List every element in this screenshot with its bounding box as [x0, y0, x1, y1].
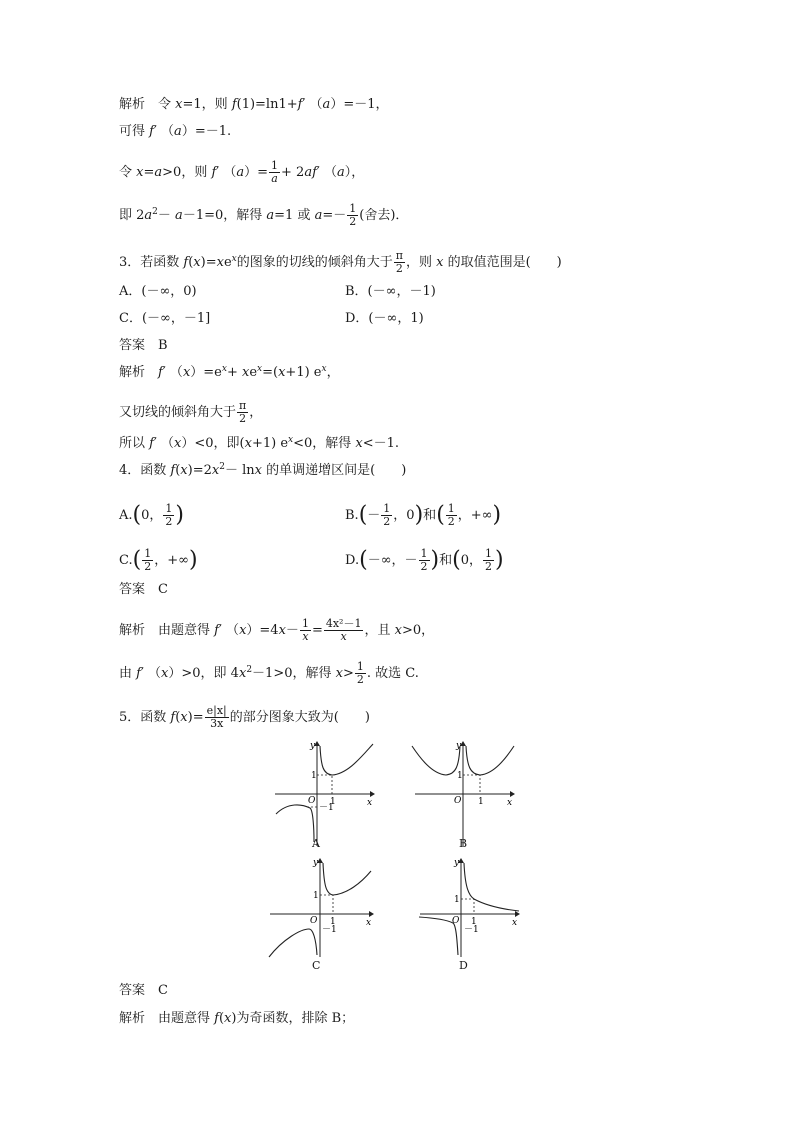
fraction: $\frac{\text{4x²－1}}{x}$: [325, 617, 362, 643]
fraction: $\frac{1}{a}$: [271, 159, 279, 185]
question-5-solution-line-1: 解析 由题意得 f(x)为奇函数，排除 B；: [119, 1011, 355, 1026]
fraction: $\frac{\pi}{2}$: [395, 249, 403, 275]
curve-branch-left: [419, 917, 458, 955]
prev-solution-line-4: 即 $2a^2- a-1=0$，解得 a=1 或 a=－ $\frac{1}{2}$ (舍去)．: [119, 202, 409, 228]
axis-x-label: x: [366, 918, 372, 928]
tick-label-neg1: －1: [322, 925, 337, 935]
origin-label: O: [310, 916, 318, 926]
fraction: $\frac{1}{2}$: [420, 547, 428, 573]
question-3-option-c: C．(－∞，－1]: [119, 311, 211, 326]
question-4-solution-line-2: 由 f′ （x）>0，即 $4x^2-1>0$，解得 x> $\frac{1}{2}$ . 故选 C.: [119, 660, 419, 686]
curve-branch-left: [412, 746, 460, 775]
tick-label-1: 1: [454, 895, 460, 905]
axis-y-label: y: [310, 741, 316, 751]
fraction: $\frac{1}{x}$: [301, 617, 309, 643]
fraction: $\frac{1}{2}$: [165, 502, 173, 528]
question-5-answer: 答案 C: [119, 983, 168, 998]
fraction: $\frac{1}{2}$: [485, 547, 493, 573]
origin-label: O: [308, 796, 316, 806]
question-5-stem: 5．函数 f(x)= $\frac{e|x|}{3x}$ 的部分图象大致为( ): [119, 704, 370, 730]
guide-lines: [320, 895, 333, 914]
axis-x-label: x: [367, 798, 373, 808]
prev-solution-line-3: 令 x=a>0，则 f′ （a）= $\frac{1}{a}$ + 2af′ （a），: [119, 159, 365, 185]
curve-branch-right: [320, 744, 373, 775]
question-4-option-d: D.(－∞，－ $\frac{1}{2}$ )和(0， $\frac{1}{2}$ ): [345, 547, 504, 573]
question-4-solution-line-1: 解析 由题意得 f′ （x）=4x－ $\frac{1}{x}$ = $\frac{\text{4x²－1}}{x}$ ，且 x>0，: [119, 617, 435, 643]
tick-label-1: 1: [330, 797, 336, 807]
question-3-solution-line-3: 所以 f′ （x）<0，即(x+1) $e^x<0$，解得 x<－1.: [119, 435, 400, 451]
axis-x-label: x: [512, 918, 518, 928]
tick-label-neg1: －1: [319, 803, 334, 813]
tick-label-1: 1: [457, 771, 463, 781]
question-3-option-a: A．(－∞，0): [119, 284, 197, 299]
fraction: $\frac{1}{2}$: [383, 502, 391, 528]
tick-label-1: 1: [478, 797, 484, 807]
question-3-answer: 答案 B: [119, 338, 168, 353]
origin-label: O: [452, 916, 460, 926]
question-3-stem: 3．若函数 $f(x)=xe^x$的图象的切线的倾斜角大于 $\frac{\pi}{2}$ ，则 x 的取值范围是( ): [119, 249, 562, 275]
axis-y-label: y: [313, 858, 319, 868]
graph-a-label: A: [312, 837, 320, 850]
question-3-solution-line-1: 解析 f′ $(x)=e^x+ xe^x=(x+1)$ $e^x$，: [119, 364, 340, 380]
tick-label-1: 1: [330, 917, 336, 927]
axis-y-label: y: [456, 741, 462, 751]
axis-y-label: y: [454, 858, 460, 868]
question-4-option-c: C.( $\frac{1}{2}$ ，+∞): [119, 547, 198, 573]
question-3-option-d: D．(－∞，1): [345, 311, 424, 326]
question-4-answer: 答案 C: [119, 582, 168, 597]
question-4-option-a: A.(0， $\frac{1}{2}$ ): [119, 502, 184, 528]
fraction: $\frac{e|x|}{3x}$: [206, 704, 227, 730]
origin-label: O: [454, 796, 462, 806]
fraction: $\frac{\pi}{2}$: [239, 399, 247, 425]
x-arrow-icon: [369, 911, 374, 917]
x-arrow-icon: [370, 791, 375, 797]
guide-lines: [463, 775, 480, 794]
graph-c: [265, 855, 380, 964]
x-arrow-icon: [510, 791, 515, 797]
guide-lines: [317, 775, 332, 794]
graph-d-label: D: [459, 959, 468, 972]
guide-lines: [461, 899, 474, 914]
fraction: $\frac{1}{2}$: [447, 502, 455, 528]
tick-label-1: 1: [313, 891, 319, 901]
prev-solution-line-1: 解析 令 x=1，则 f(1)=ln1+f′ （a）=－1，: [119, 97, 389, 112]
fraction: $\frac{1}{2}$: [356, 660, 364, 686]
fraction: $\frac{1}{2}$: [144, 547, 152, 573]
graph-c-label: C: [312, 959, 321, 972]
axis-x-label: x: [507, 798, 513, 808]
tick-label-neg1: －1: [464, 925, 479, 935]
graph-a: [270, 738, 380, 854]
prev-solution-line-2: 可得 f′ （a）=－1.: [119, 124, 232, 139]
tick-label-1: 1: [471, 917, 477, 927]
curve-branch-right: [323, 863, 371, 895]
question-4-stem: 4．函数 $f(x)=2x^2- \ln x$ 的单调递增区间是( ): [119, 462, 407, 478]
question-3-option-b: B．(－∞，－1): [345, 284, 436, 299]
curve-branch-right: [464, 863, 519, 911]
question-4-option-b: B.(－ $\frac{1}{2}$ ，0)和( $\frac{1}{2}$ ，+∞): [345, 502, 502, 528]
question-3-solution-line-2: 又切线的倾斜角大于 $\frac{\pi}{2}$ ，: [119, 399, 263, 425]
fraction: $\frac{1}{2}$: [349, 202, 357, 228]
graph-b-label: B: [459, 837, 468, 850]
curve-branch-right: [466, 746, 514, 775]
curve-branch-left: [276, 805, 314, 842]
x-arrow-icon: [515, 911, 520, 917]
tick-label-1: 1: [311, 771, 317, 781]
graph-d: [415, 855, 525, 964]
curve-branch-left: [269, 929, 317, 957]
